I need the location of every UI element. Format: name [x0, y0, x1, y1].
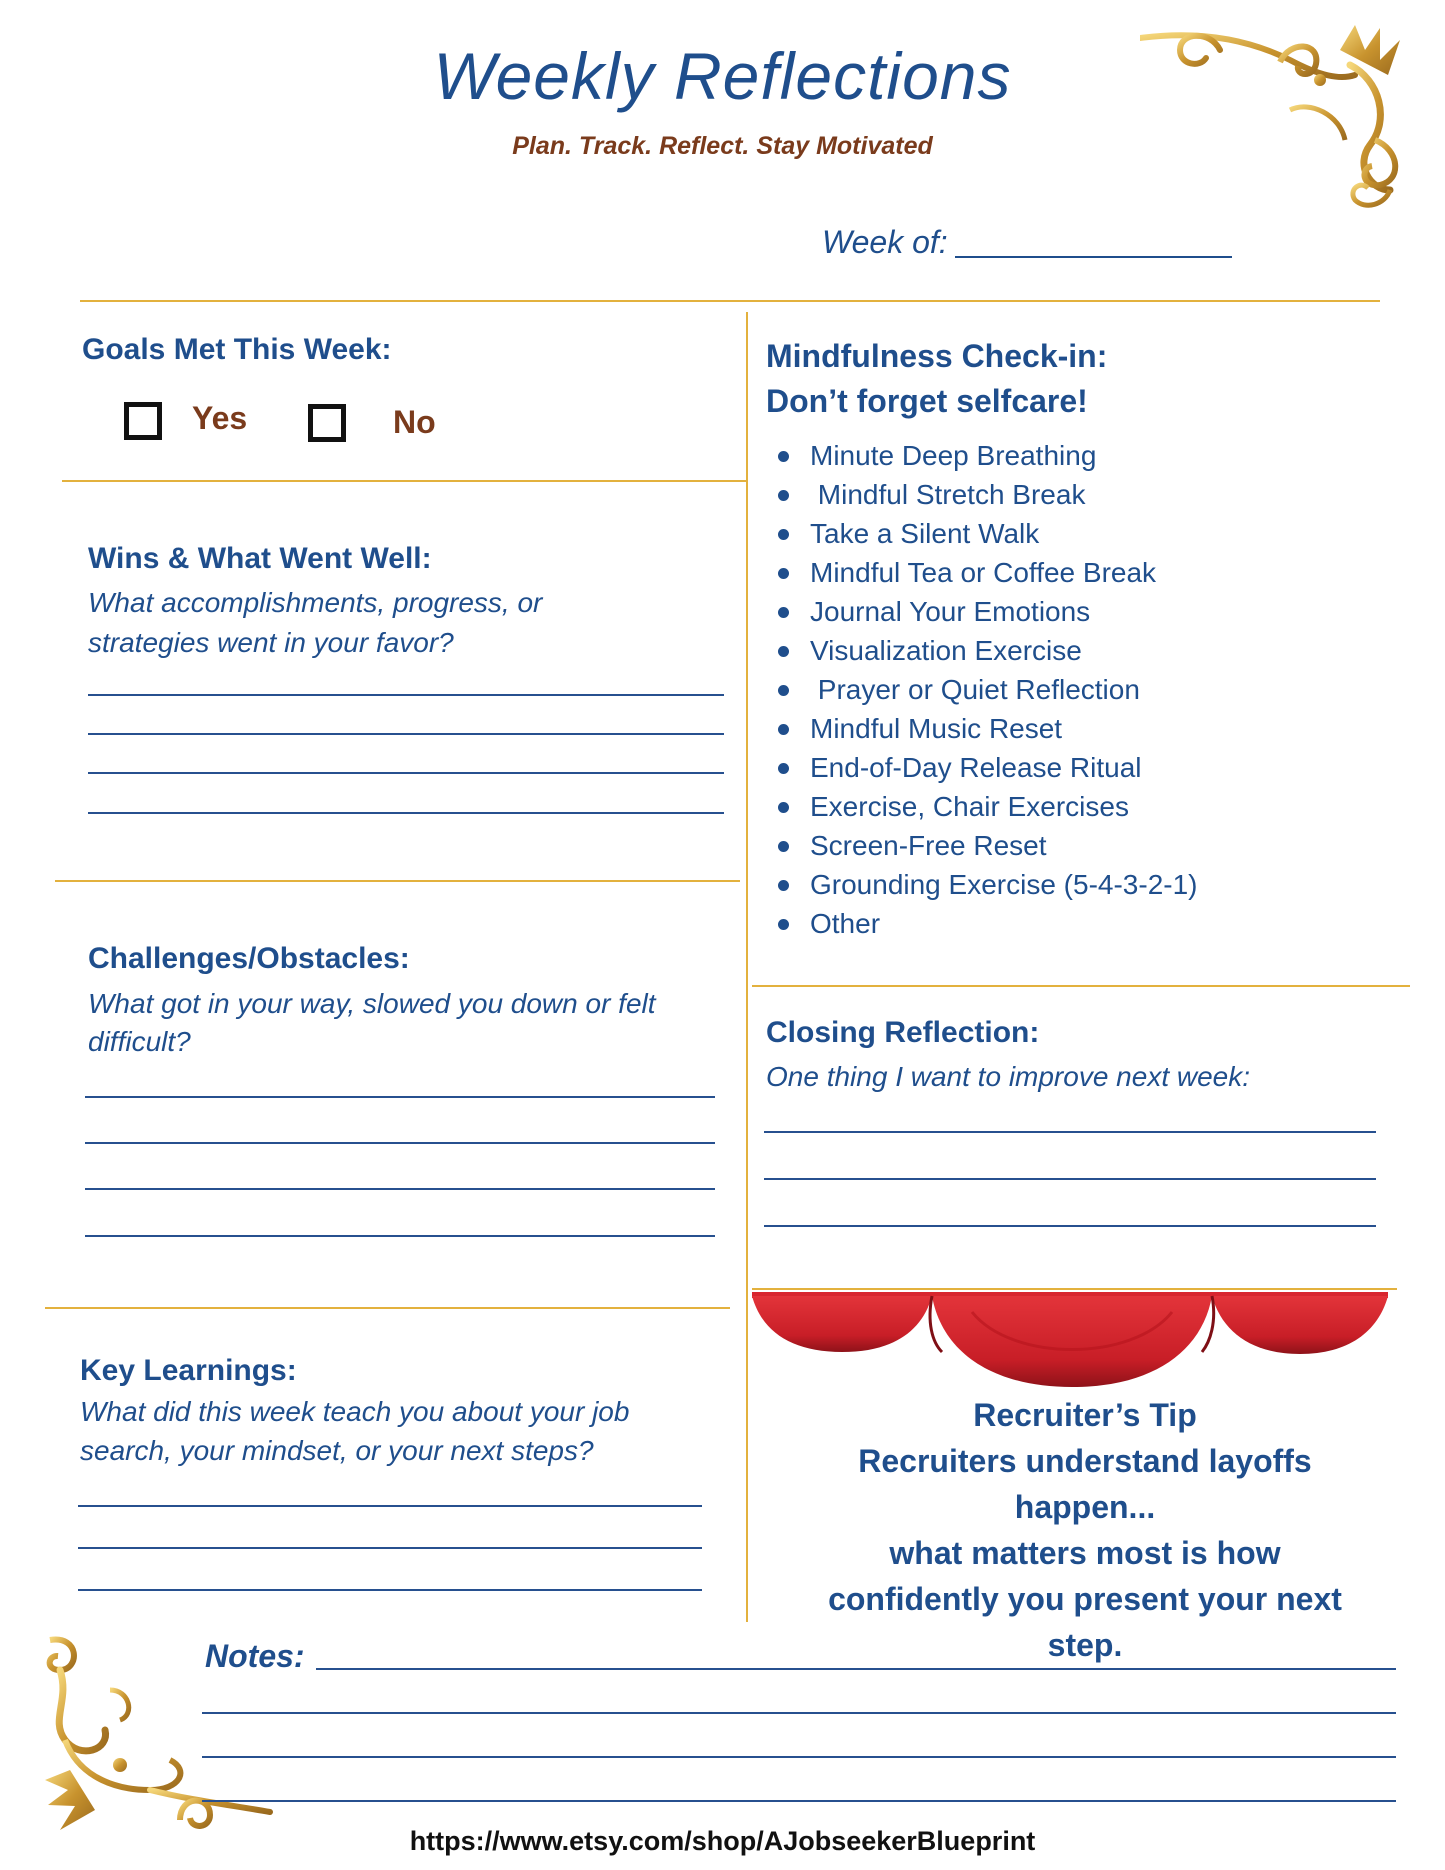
- page-subtitle: Plan. Track. Reflect. Stay Motivated: [512, 132, 933, 160]
- learnings-write-line[interactable]: [78, 1547, 702, 1549]
- wins-heading: Wins & What Went Well:: [88, 542, 432, 575]
- week-of-field[interactable]: [955, 256, 1232, 258]
- wins-write-line[interactable]: [88, 733, 724, 735]
- recruiter-tip: [770, 1392, 1400, 1668]
- mindfulness-subheading: Don’t forget selfcare!: [766, 383, 1088, 419]
- notes-label: Notes:: [205, 1638, 305, 1674]
- learnings-write-line[interactable]: [78, 1505, 702, 1507]
- bullet-icon: [778, 919, 789, 930]
- learnings-prompt-line1: What did this week teach you about your job: [80, 1396, 630, 1427]
- closing-write-line[interactable]: [764, 1178, 1376, 1180]
- challenges-prompt-line1: What got in your way, slowed you down or felt: [88, 988, 656, 1019]
- learnings-heading: Key Learnings:: [80, 1354, 297, 1387]
- closing-heading: Closing Reflection:: [766, 1016, 1040, 1049]
- closing-write-line[interactable]: [764, 1225, 1376, 1227]
- bullet-icon: [778, 646, 789, 657]
- wins-divider: [55, 880, 740, 882]
- closing-divider: [752, 1288, 1397, 1290]
- bullet-icon: [778, 802, 789, 813]
- challenges-heading: Challenges/Obstacles:: [88, 942, 410, 975]
- bullet-icon: [778, 529, 789, 540]
- bullet-icon: [778, 451, 789, 462]
- red-curtain-valance-icon: [752, 1292, 1388, 1392]
- no-label: No: [393, 404, 436, 440]
- tip-line: Recruiter’s Tip: [973, 1397, 1197, 1433]
- bullet-icon: [778, 607, 789, 618]
- bullet-icon: [778, 763, 789, 774]
- tip-line: happen...: [1014, 1489, 1156, 1525]
- no-checkbox[interactable]: [308, 404, 346, 442]
- column-divider: [746, 312, 748, 1622]
- notes-write-line[interactable]: [202, 1712, 1396, 1714]
- wins-write-line[interactable]: [88, 694, 724, 696]
- bullet-icon: [778, 685, 789, 696]
- challenges-prompt-line2: difficult?: [88, 1026, 191, 1057]
- page-title: Weekly Reflections: [433, 39, 1012, 113]
- tip-line: what matters most is how: [889, 1535, 1281, 1571]
- challenges-write-line[interactable]: [85, 1188, 715, 1190]
- week-of-label: Week of:: [822, 224, 948, 260]
- challenges-write-line[interactable]: [85, 1235, 715, 1237]
- notes-write-line[interactable]: [202, 1756, 1396, 1758]
- mindfulness-heading: Mindfulness Check-in:: [766, 338, 1108, 374]
- challenges-write-line[interactable]: [85, 1096, 715, 1098]
- tip-line: step.: [1047, 1627, 1123, 1663]
- bullet-icon: [778, 880, 789, 891]
- bullet-icon: [778, 490, 789, 501]
- bullet-icon: [778, 724, 789, 735]
- goals-heading: Goals Met This Week:: [82, 333, 392, 366]
- wins-prompt-line1: What accomplishments, progress, or: [88, 587, 543, 618]
- tip-line: confidently you present your next: [828, 1581, 1342, 1617]
- tip-line: Recruiters understand layoffs: [858, 1443, 1312, 1479]
- challenges-divider: [45, 1307, 730, 1309]
- learnings-prompt-line2: search, your mindset, or your next steps?: [80, 1435, 594, 1466]
- footer-url[interactable]: https://www.etsy.com/shop/AJobseekerBlueprint: [409, 1826, 1036, 1856]
- notes-write-line[interactable]: [316, 1668, 1396, 1670]
- learnings-write-line[interactable]: [78, 1589, 702, 1591]
- yes-label: Yes: [192, 400, 248, 436]
- closing-write-line[interactable]: [764, 1131, 1376, 1133]
- yes-checkbox[interactable]: [124, 402, 162, 440]
- mindfulness-divider: [752, 985, 1410, 987]
- notes-write-line[interactable]: [202, 1800, 1396, 1802]
- goals-divider: [62, 480, 747, 482]
- wins-write-line[interactable]: [88, 772, 724, 774]
- wins-write-line[interactable]: [88, 812, 724, 814]
- header-divider: [80, 300, 1380, 302]
- closing-prompt: One thing I want to improve next week:: [766, 1061, 1251, 1092]
- wins-prompt-line2: strategies went in your favor?: [88, 627, 454, 658]
- bullet-icon: [778, 568, 789, 579]
- challenges-write-line[interactable]: [85, 1142, 715, 1144]
- bullet-icon: [778, 841, 789, 852]
